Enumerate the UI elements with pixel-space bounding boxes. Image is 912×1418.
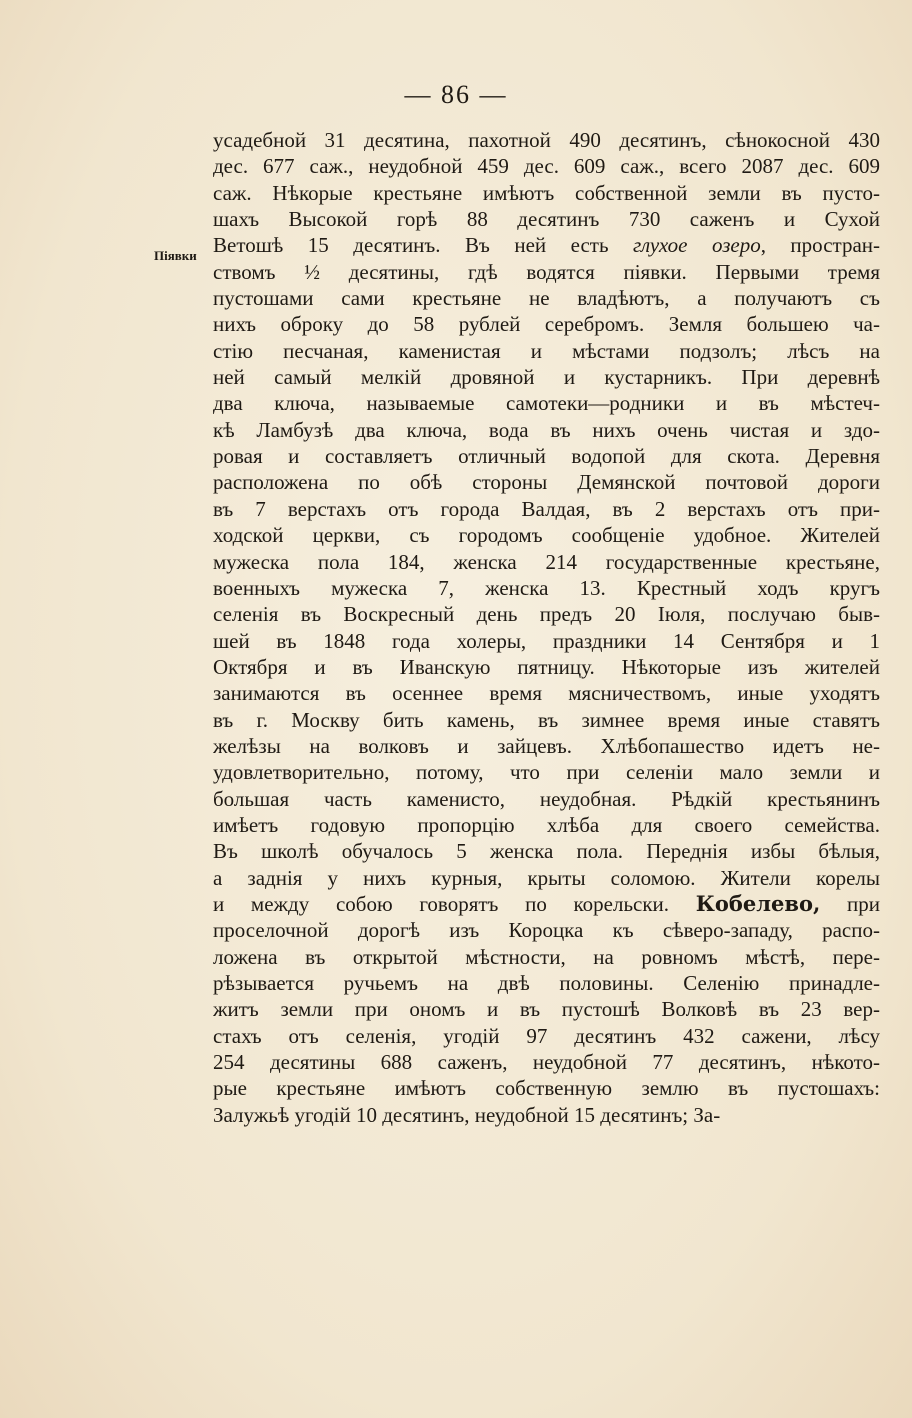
body-text: [213, 127, 880, 1128]
text-line: кѣ Ламбузѣ два ключа, вода въ нихъ очень чистая и здо-: [213, 417, 880, 442]
text-line: шей въ 1848 года холеры, праздники 14 Сентября и 1: [213, 628, 880, 653]
text-line: рые крестьяне имѣютъ собственную землю въ пустошахъ:: [213, 1076, 880, 1101]
text-line: селенія въ Воскресный день предъ 20 Іюля, послучаю быв-: [213, 602, 880, 627]
text-line: занимаются въ осеннее время мясничествомъ, иные уходятъ: [213, 681, 880, 706]
text-line: военныхъ мужеска 7, женска 13. Крестный ходъ кругъ: [213, 575, 880, 600]
text-line: стію песчаная, каменистая и мѣстами подзолъ; лѣсъ на: [213, 338, 880, 363]
text-line: желѣзы на волковъ и зайцевъ. Хлѣбопашество идетъ не-: [213, 733, 880, 758]
text-line: дес. 677 саж., неудобной 459 дес. 609 саж., всего 2087 дес. 609: [213, 154, 880, 179]
text-line: имѣетъ годовую пропорцію хлѣба для своего семейства.: [213, 812, 880, 837]
text-line: рѣзывается ручьемъ на двѣ половины. Селенію принадле-: [213, 971, 880, 995]
text-line: житъ земли при ономъ и въ пустошѣ Волковѣ въ 23 вер-: [213, 997, 880, 1022]
text-line: два ключа, называемые самотеки—родники и въ мѣстеч-: [213, 391, 880, 416]
text-line: въ 7 верстахъ отъ города Валдая, въ 2 верстахъ отъ при-: [213, 496, 880, 521]
text-line: мужеска пола 184, женска 214 государственные крестьяне,: [213, 549, 880, 574]
text-line: стахъ отъ селенія, угодій 97 десятинъ 432 сажени, лѣсу: [213, 1023, 880, 1048]
text-line: проселочной дорогѣ изъ Короцка къ сѣверо-западу, распо-: [213, 918, 880, 943]
text-line: [213, 232, 880, 258]
text-line: усадебной 31 десятина, пахотной 490 десятинъ, сѣнокосной 430: [213, 128, 880, 152]
text-line: а заднія у нихъ курныя, крыты соломою. Жители корелы: [213, 865, 880, 890]
text-segment: при: [820, 891, 880, 916]
italic-term: глухое озеро: [633, 233, 761, 258]
text-line: въ г. Москву бить камень, въ зимнее время иные ставятъ: [213, 707, 880, 732]
text-line: ствомъ ½ десятины, гдѣ водятся піявки. Первыми тремя: [213, 259, 880, 284]
text-line: удовлетворительно, потому, что при селеніи мало земли и: [213, 760, 880, 785]
text-line: Въ школѣ обучалось 5 женска пола. Переднія избы бѣлыя,: [213, 839, 880, 864]
text-line: Залужьѣ угодій 10 десятинъ, неудобной 15 десятинъ; За-: [213, 1102, 721, 1127]
text-segment: , простран-: [760, 233, 880, 258]
text-line: ходской церкви, съ городомъ сообщеніе удобное. Жителей: [213, 523, 880, 548]
text-line: Октября и въ Иванскую пятницу. Нѣкоторые изъ жителей: [213, 654, 880, 679]
text-segment: Ветошѣ 15 десятинъ. Въ ней есть: [213, 233, 609, 258]
text-segment: и между собою говорятъ по корельски.: [213, 891, 670, 916]
text-line: саж. Нѣкорые крестьяне имѣютъ собственной земли въ пусто-: [213, 180, 880, 205]
text-line: 254 десятины 688 саженъ, неудобной 77 десятинъ, нѣкото-: [213, 1050, 880, 1075]
page-number: — 86 —: [404, 80, 508, 109]
text-line: расположена по обѣ стороны Демянской почтовой дороги: [213, 470, 880, 495]
text-line: пустошами сами крестьяне не владѣютъ, а получаютъ съ: [213, 286, 880, 311]
text-line: ложена въ открытой мѣстности, на ровномъ мѣстѣ, пере-: [213, 944, 880, 969]
text-line: ровая и составляетъ отличный водопой для скота. Деревня: [213, 444, 880, 469]
text-line: [213, 891, 880, 917]
text-line: шахъ Высокой горѣ 88 десятинъ 730 саженъ и Сухой: [213, 207, 880, 232]
text-line: ней самый мелкій дровяной и кустарникъ. При деревнѣ: [213, 365, 880, 390]
text-line: нихъ оброку до 58 рублей серебромъ. Земля большею ча-: [213, 312, 880, 337]
village-name: Кобелево,: [695, 890, 821, 916]
margin-note: Піявки: [154, 248, 197, 263]
text-line: большая часть каменисто, неудобная. Рѣдкій крестьянинъ: [213, 786, 880, 811]
